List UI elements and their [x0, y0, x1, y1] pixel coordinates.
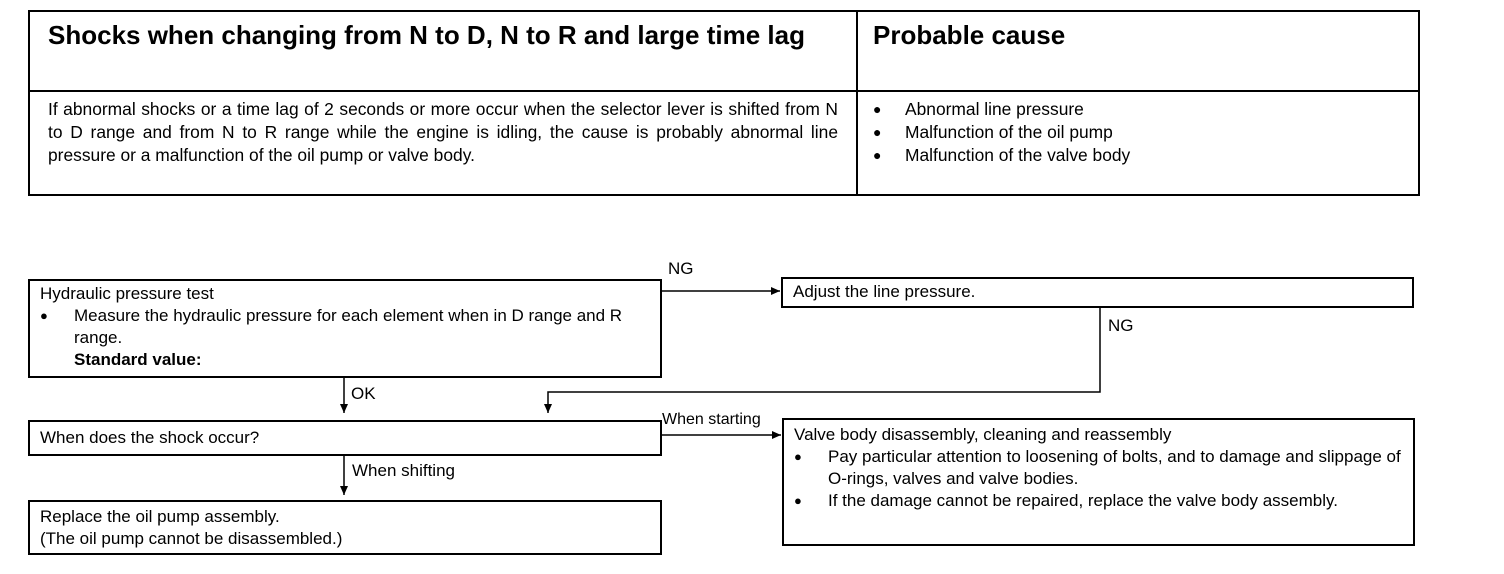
oil-pump-note: (The oil pump cannot be disassembled.): [40, 529, 343, 548]
symptom-description: If abnormal shocks or a time lag of 2 seconds or more occur when the selector lever is shifted from N to D range and from N to R range while the engine is idling, the cause is probably abnormal line pressure or a malfunction of the oil pump or valve body.: [48, 99, 838, 165]
shock-timing-question-box: [28, 420, 662, 456]
ng-label-right: NG: [1108, 316, 1134, 335]
shock-timing-question-text: When does the shock occur?: [40, 428, 260, 447]
hydraulic-test-title: Hydraulic pressure test: [40, 284, 214, 303]
valve-body-bullet: ● Pay particular attention to loosening of bolts, and to damage and slippage of O-rings, valves and valve bodies.: [794, 446, 1403, 490]
hydraulic-test-bullet: [40, 305, 650, 371]
replace-oil-pump-text: Replace the oil pump assembly.: [40, 507, 280, 526]
valve-body-title: Valve body disassembly, cleaning and reassembly: [794, 425, 1172, 444]
adjust-line-pressure-text: Adjust the line pressure.: [793, 282, 976, 301]
hydraulic-test-box: [28, 279, 662, 378]
cause-item: ● Malfunction of the valve body: [873, 144, 1130, 167]
when-starting-label: When starting: [662, 411, 761, 428]
replace-oil-pump-box: [28, 500, 662, 555]
hydraulic-test-instruction: Measure the hydraulic pressure for each element when in D range and R range.: [74, 306, 623, 347]
ok-label: OK: [351, 384, 376, 403]
probable-cause-heading: Probable cause: [873, 20, 1066, 50]
when-shifting-label: When shifting: [352, 461, 455, 480]
valve-body-bullet: ● If the damage cannot be repaired, replace the valve body assembly.: [794, 490, 1403, 512]
adjust-line-pressure-box: [781, 277, 1414, 308]
cause-item: ● Malfunction of the oil pump: [873, 121, 1130, 144]
standard-value-label: Standard value:: [74, 350, 202, 369]
valve-body-box: [782, 418, 1415, 546]
cause-item: ● Abnormal line pressure: [873, 98, 1130, 121]
symptom-heading: Shocks when changing from N to D, N to R and large time lag: [48, 20, 805, 50]
ng-label-top: NG: [668, 259, 694, 278]
